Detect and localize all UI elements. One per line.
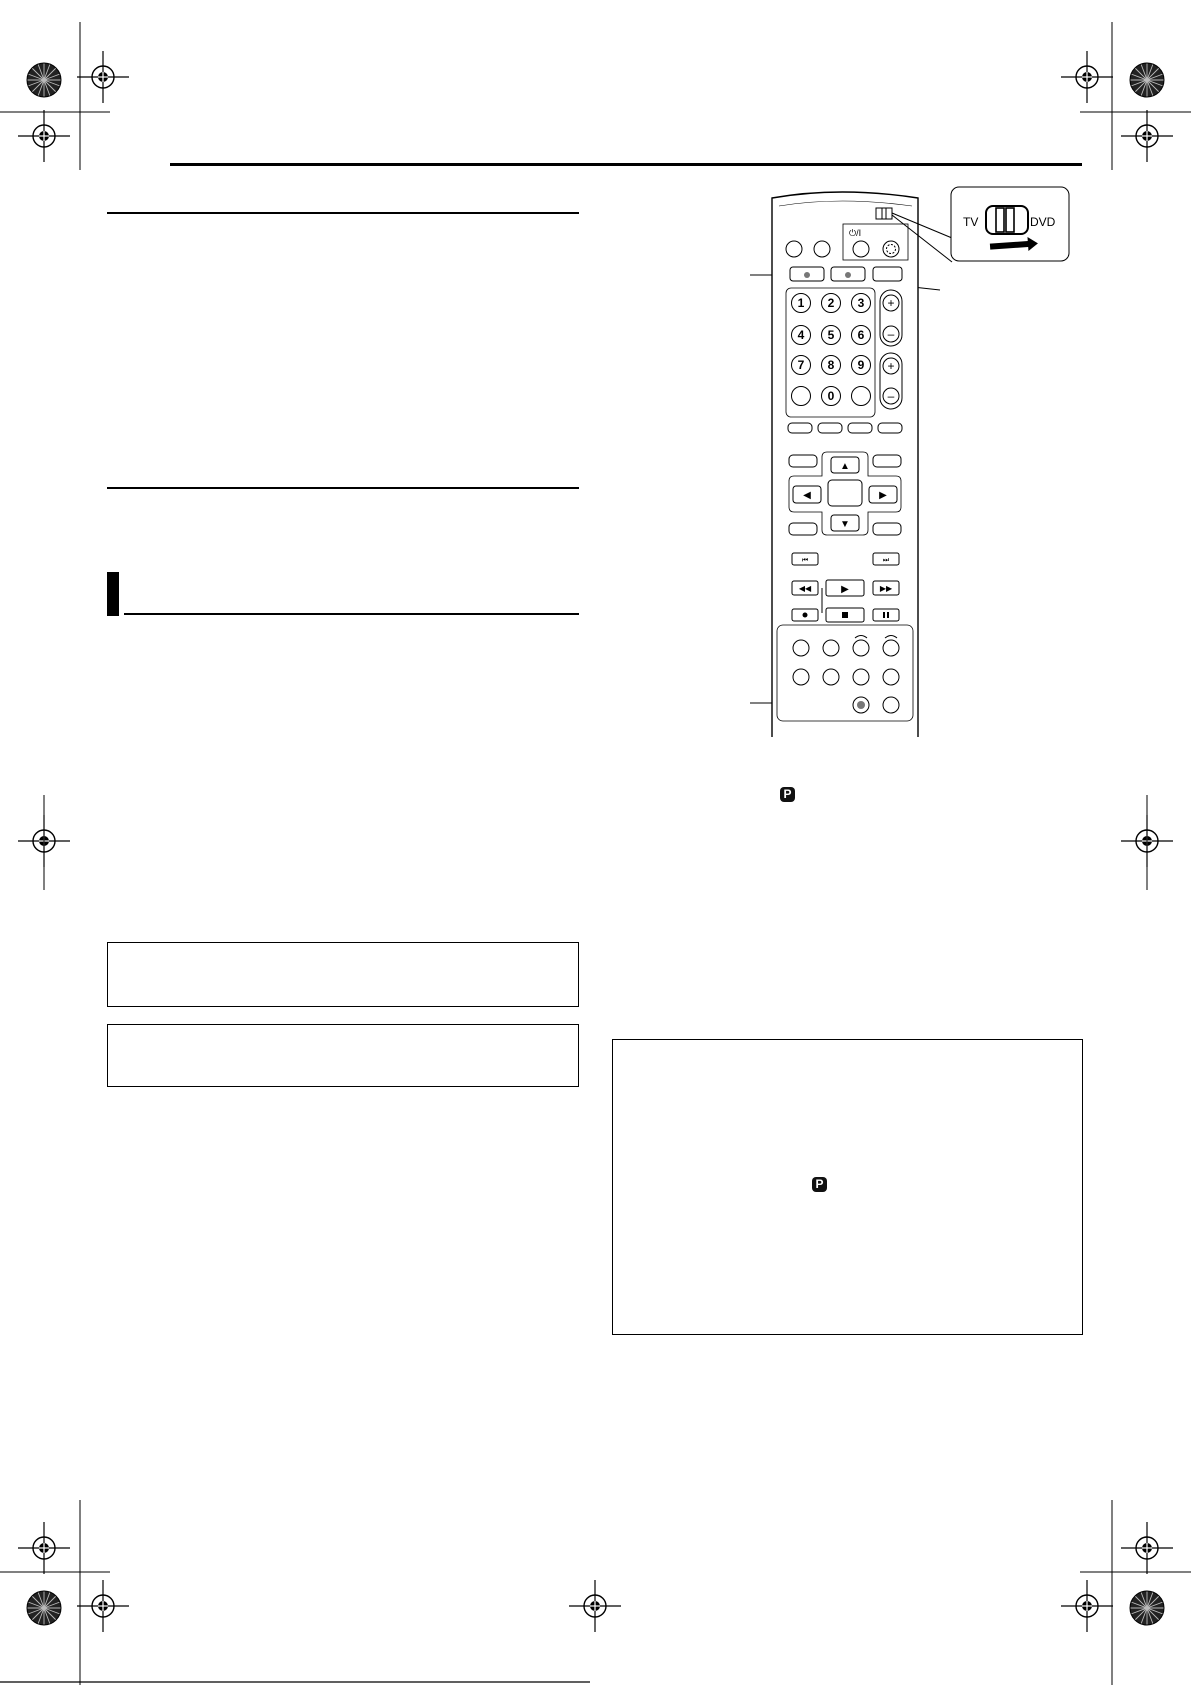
note-box-2 bbox=[107, 1024, 579, 1087]
svg-text:▶: ▶ bbox=[841, 584, 849, 595]
svg-text:◀◀: ◀◀ bbox=[798, 584, 812, 593]
function-button-7 bbox=[853, 669, 869, 685]
pause-button bbox=[873, 609, 899, 621]
function-button-6 bbox=[823, 669, 839, 685]
color-button-4 bbox=[878, 423, 902, 433]
nav-aux-bottom-left bbox=[789, 523, 817, 535]
nav-aux-top-right bbox=[873, 455, 901, 467]
switch-tv-label: TV bbox=[963, 215, 979, 229]
svg-text:▶: ▶ bbox=[879, 490, 887, 501]
function-button-1 bbox=[793, 640, 809, 656]
p-badge-icon: P bbox=[780, 787, 795, 802]
power-symbol: ⏻/I bbox=[849, 228, 862, 238]
function-button-3 bbox=[853, 640, 869, 656]
color-button-2 bbox=[818, 423, 842, 433]
bottom-center-mark bbox=[569, 1580, 621, 1632]
function-button-2 bbox=[823, 640, 839, 656]
function-button-8 bbox=[883, 669, 899, 685]
svg-text:7: 7 bbox=[797, 358, 805, 372]
button-top-1 bbox=[786, 241, 802, 257]
svg-text:2: 2 bbox=[827, 296, 835, 310]
svg-text:◀: ◀ bbox=[803, 490, 811, 501]
function-button-4 bbox=[883, 640, 899, 656]
bottom-right-marks bbox=[1061, 1500, 1191, 1685]
svg-text:0: 0 bbox=[827, 389, 835, 403]
svg-text:–: – bbox=[887, 327, 895, 341]
tv-dvd-switch-callout bbox=[950, 186, 1070, 262]
nav-aux-top-left bbox=[789, 455, 817, 467]
bottom-left-marks bbox=[0, 1500, 129, 1685]
section-heading-marker bbox=[107, 572, 119, 616]
section-heading-underline bbox=[124, 613, 579, 615]
tv-dvd-switch bbox=[876, 208, 892, 219]
color-button-1 bbox=[788, 423, 812, 433]
top-left-marks bbox=[0, 22, 129, 170]
color-button-3 bbox=[848, 423, 872, 433]
top-right-marks bbox=[1061, 22, 1191, 170]
middle-right-mark bbox=[1121, 795, 1173, 890]
remote-control-illustration bbox=[740, 180, 1080, 740]
svg-text:5: 5 bbox=[827, 328, 835, 342]
svg-text:▶▶: ▶▶ bbox=[879, 584, 893, 593]
button-top-2 bbox=[814, 241, 830, 257]
nav-aux-bottom-right bbox=[873, 523, 901, 535]
p-badge-icon: P bbox=[812, 1177, 827, 1192]
svg-text:–: – bbox=[887, 389, 895, 403]
svg-text:9: 9 bbox=[857, 358, 865, 372]
svg-text:▲: ▲ bbox=[840, 461, 850, 472]
section-rule-2 bbox=[107, 487, 579, 489]
svg-text:⏭: ⏭ bbox=[882, 557, 890, 564]
power-button bbox=[853, 241, 869, 257]
middle-left-mark bbox=[18, 795, 70, 890]
svg-text:+: + bbox=[887, 359, 895, 373]
switch-dvd-label: DVD bbox=[1030, 215, 1056, 229]
info-box bbox=[612, 1039, 1083, 1335]
function-button-10 bbox=[883, 697, 899, 713]
button-rect-3 bbox=[873, 267, 902, 281]
key-blank-left bbox=[792, 387, 811, 406]
key-blank-right bbox=[852, 387, 871, 406]
svg-text:6: 6 bbox=[857, 328, 865, 342]
svg-text:8: 8 bbox=[827, 358, 835, 372]
svg-text:1: 1 bbox=[797, 296, 805, 310]
svg-text:▼: ▼ bbox=[840, 519, 850, 530]
page-header-rule bbox=[170, 163, 1082, 166]
function-button-5 bbox=[793, 669, 809, 685]
svg-text:4: 4 bbox=[797, 328, 805, 342]
section-rule-1 bbox=[107, 212, 579, 214]
svg-text:3: 3 bbox=[857, 296, 865, 310]
svg-text:+: + bbox=[887, 296, 895, 310]
note-box-1 bbox=[107, 942, 579, 1007]
nav-ok-button bbox=[828, 480, 862, 506]
svg-text:⏮: ⏮ bbox=[801, 557, 809, 564]
button-top-4 bbox=[883, 241, 899, 257]
